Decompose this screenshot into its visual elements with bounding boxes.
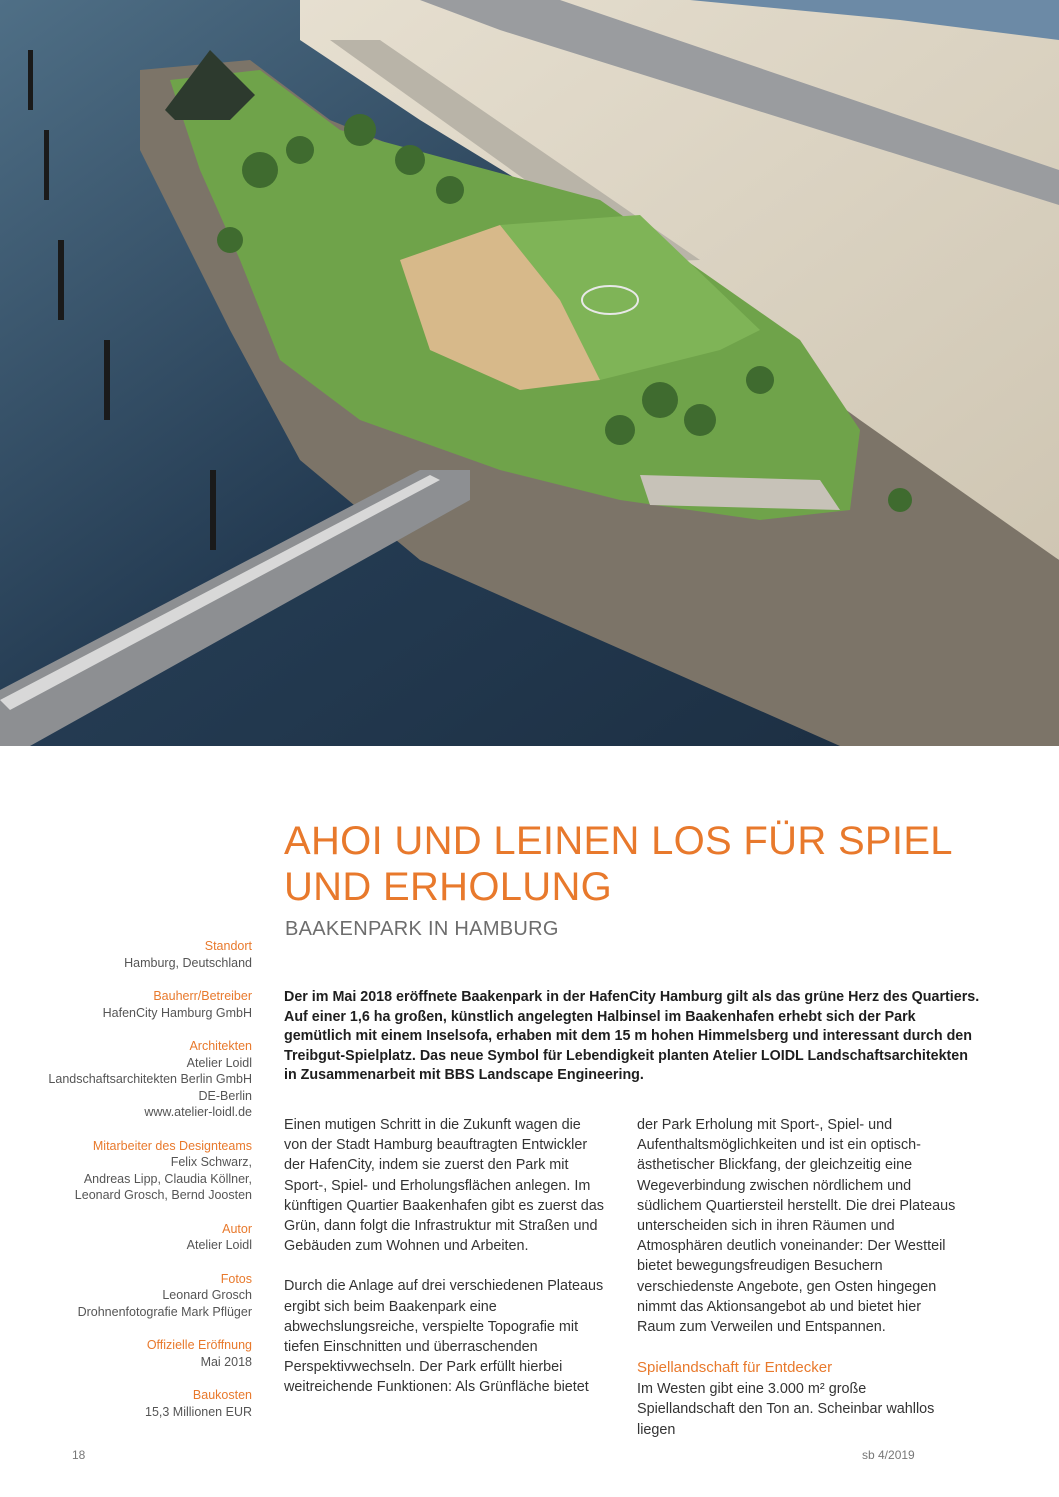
fact-standort [40, 938, 252, 971]
fact-architekten [40, 1038, 252, 1121]
fact-value: Leonard Grosch, Bernd Joosten [74, 1188, 252, 1202]
fact-value: 15,3 Millionen EUR [145, 1404, 252, 1419]
fact-label: Architekten [189, 1039, 252, 1053]
fact-bauherr [40, 988, 252, 1021]
fact-label: Fotos [220, 1271, 252, 1286]
title-line-2: UND ERHOLUNG [284, 865, 613, 909]
fact-value: Felix Schwarz, [170, 1155, 252, 1169]
fact-value: Landschaftsarchitekten Berlin GmbH [48, 1072, 252, 1086]
aerial-park-photo [0, 0, 1059, 746]
body-paragraph: Im Westen gibt eine 3.000 m² große Spiellandschaft den Ton an. Scheinbar wahllos liegen [637, 1381, 935, 1438]
fact-label: Baukosten [192, 1388, 252, 1402]
fact-label: Autor [222, 1221, 252, 1236]
fact-eroeffnung [40, 1337, 252, 1370]
body-paragraph: Einen mutigen Schritt in die Zukunft wagen die von der Stadt Hamburg beauftragten Entwickler der HafenCity, indem sie zuerst den Park mit Sport-, Spiel- und Erholungsflächen anlegen. Im künftigen Quartier Baakenhafen gibt es zuerst das Grün, dann folgt die Infrastruktur mit Straßen und Gebäuden zum Wohnen und Arbeiten. [284, 1117, 604, 1255]
body-column-1 [284, 1115, 606, 1418]
issue-label: sb 4/2019 [862, 1448, 915, 1462]
fact-value: Atelier Loidl [186, 1055, 252, 1070]
fact-fotos [40, 1271, 252, 1321]
fact-value: Andreas Lipp, Claudia Köllner, [83, 1171, 252, 1186]
fact-label: Mitarbeiter des Designteams [92, 1138, 252, 1153]
article-title [284, 818, 1004, 910]
fact-value: Hamburg, Deutschland [124, 955, 252, 970]
fact-value: HafenCity Hamburg GmbH [102, 1005, 252, 1020]
fact-label: Bauherr/Betreiber [153, 989, 252, 1003]
body-paragraph: Durch die Anlage auf drei verschiedenen Plateaus ergibt sich beim Baakenpark eine abwechslungsreiche, verspielte Topografie mit tiefen Einschnitten und überraschenden Perspektivwechseln. Der Park erfüllt hierbei weitreichende Funktionen: Als Grünfläche bietet [284, 1278, 604, 1396]
article-subtitle: BAAKENPARK IN HAMBURG [285, 918, 559, 940]
hero-photo [0, 0, 1059, 746]
fact-link: www.atelier-loidl.de [144, 1105, 252, 1119]
fact-value: Drohnenfotografie Mark Pflüger [77, 1304, 252, 1319]
fact-autor [40, 1221, 252, 1254]
title-line-1: AHOI UND LEINEN LOS FÜR SPIEL [284, 819, 953, 863]
fact-value: DE-Berlin [198, 1088, 252, 1103]
project-facts [40, 938, 252, 1437]
fact-value: Atelier Loidl [186, 1238, 252, 1252]
fact-label: Offizielle Eröffnung [146, 1338, 252, 1352]
fact-value: Mai 2018 [200, 1354, 252, 1369]
fact-value: Leonard Grosch [162, 1288, 252, 1302]
section-heading: Spiellandschaft für Entdecker [637, 1359, 833, 1377]
lead-paragraph: Der im Mai 2018 eröffnete Baakenpark in der HafenCity Hamburg gilt als das grüne Herz des Quartiers. Auf einer 1,6 ha großen, künstlich angelegten Halbinsel im Baakenhafen erhebt sich der Park gemütlich mit einem Inselsofa, erhaben mit dem 15 m hohen Himmelsberg und interessant durch den Treibgut-Spielplatz. Das neue Symbol für Lebendigkeit planten Atelier LOIDL Landschaftsarchitekten in Zusammenarbeit mit BBS Landscape Engineering. [284, 989, 980, 1084]
fact-mitarbeiter [40, 1138, 252, 1204]
fact-baukosten [40, 1387, 252, 1420]
body-column-2 [637, 1115, 959, 1460]
body-paragraph: der Park Erholung mit Sport-, Spiel- und Aufenthaltsmöglichkeiten und ist ein optisch-ästhetischer Blickfang, der gleichzeitig eine Wegeverbindung zwischen nördlichem und südlichem Quartiersteil herstellt. Die drei Plateaus unterscheiden sich in ihren Räumen und Atmosphären deutlich voneinander: Der Westteil bietet bewegungsfreudigen Besuchern verschiedenste Angebote, gen Osten hingegen nimmt das Aktionsangebot ab und bietet hier Raum zum Verweilen und Entspannen. [637, 1117, 956, 1336]
page-number: 18 [72, 1448, 86, 1462]
fact-label: Standort [204, 939, 252, 953]
